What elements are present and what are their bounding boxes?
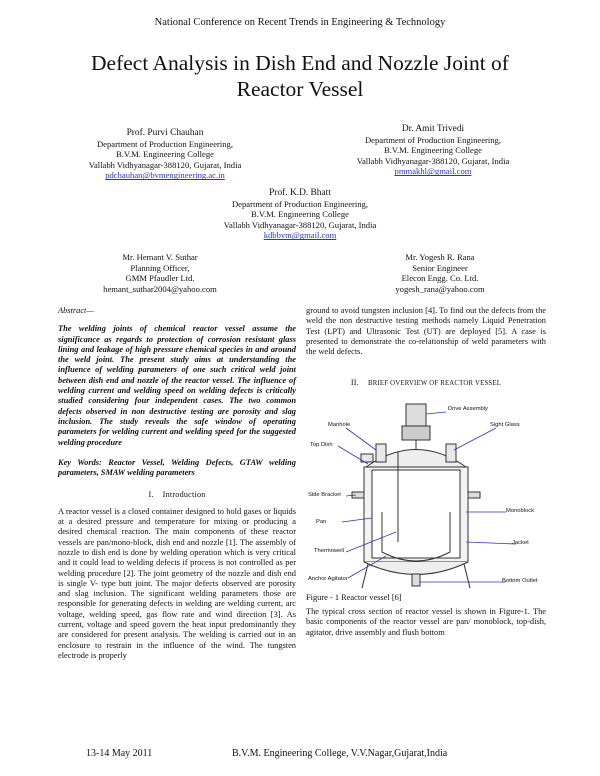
right-column <box>306 306 546 357</box>
author-email: hemant_suthar2004@yahoo.com <box>103 283 217 294</box>
footer-venue: B.V.M. Engineering College, V.V.Nagar,Gujarat,India <box>232 748 448 759</box>
inner-pan-shape <box>372 470 460 558</box>
label-bottom-outlet: Bottom Outlet <box>502 578 538 584</box>
label-side-bracket: Side Bracket <box>308 492 341 498</box>
label-jacket: Jacket <box>512 540 529 546</box>
label-pan: Pan <box>316 519 327 525</box>
author-name: Dr. Amit Trivedi <box>401 124 465 134</box>
label-thermowell: Thermowell <box>314 548 344 554</box>
right-para-1: ground to avoid tungsten inclusion [4]. To find out the defects from the weld the non destructive testing methods namely Liquid Penetration Test (LPT) and Ultrasonic Test (UT) are deployed [5]. A case is presented to demonstrate the co-relationship of weld parameters with the weld defects. <box>306 306 546 357</box>
footer-date: 13-14 May 2011 <box>86 748 153 759</box>
section-heading-overview <box>306 378 546 387</box>
conference-header: National Conference on Recent Trends in Engineering & Technology <box>154 17 446 28</box>
drive-gearbox-shape <box>402 426 430 440</box>
author-name: Mr. Yogesh R. Rana <box>405 252 475 262</box>
drive-motor-shape <box>406 404 426 426</box>
label-monoblock: Monoblock <box>506 508 535 514</box>
author-name: Prof. K.D. Bhatt <box>269 188 331 198</box>
label-anchor-agitator: Anchor Agitator <box>308 576 348 582</box>
right-para-2: The typical cross section of reactor vessel is shown in Figure-1. The basic components of the reactor vessel are pan/ monoblock, top-dish, agitator, drive assembly and flush bottom <box>306 607 546 637</box>
author-dept: Department of Production Engineering, <box>96 138 234 149</box>
left-column <box>58 306 296 661</box>
author-email-link[interactable]: pdchauhan@bvmengineering.ac.in <box>105 170 225 181</box>
paper-title <box>40 50 560 102</box>
label-top-dish: Top Dish <box>310 442 333 448</box>
author-role: Senior Engineer <box>412 262 468 273</box>
abstract-label: Abstract— <box>58 306 94 315</box>
keywords: Key Words: Reactor Vessel, Welding Defects, GTAW welding parameters, SMAW welding parameters <box>58 457 296 478</box>
figure-caption: Figure - 1 Reactor vessel [6] <box>306 593 402 602</box>
section-number: I. <box>148 490 154 500</box>
author-address: Vallabh Vidhyanagar-388120, Gujarat, India <box>88 159 242 170</box>
reactor-figure <box>306 392 546 592</box>
author-address: Vallabh Vidhyanagar-388120, Gujarat, India <box>356 155 510 166</box>
abstract <box>58 306 296 448</box>
author-dept: Department of Production Engineering, <box>231 198 369 209</box>
author-college: B.V.M. Engineering College <box>116 149 214 160</box>
bottom-dish-shape <box>364 562 468 575</box>
section-title: Introduction <box>162 490 206 500</box>
author-block-3 <box>185 188 415 241</box>
author-name: Prof. Purvi Chauhan <box>126 128 204 138</box>
side-bracket-shape <box>468 492 480 498</box>
author-college: B.V.M. Engineering College <box>384 145 482 156</box>
author-block-2 <box>318 124 548 177</box>
author-name: Mr. Hemant V. Suthar <box>122 252 198 262</box>
author-email-link[interactable]: kdbbvm@gmail.com <box>263 230 337 241</box>
author-block-1 <box>50 128 280 181</box>
label-manhole: Manhole <box>328 422 351 428</box>
nozzle-shape <box>446 444 456 462</box>
label-sight-glass: Sight Glass <box>490 422 520 428</box>
leg-shape <box>362 564 368 588</box>
nozzle-shape <box>376 444 386 462</box>
author-email-link[interactable]: pmmakhl@gmail.com <box>394 166 472 177</box>
title-line-2: Reactor Vessel <box>236 77 364 101</box>
section-heading-intro <box>58 490 296 500</box>
section-number: II. <box>350 378 359 387</box>
author-address: Vallabh Vidhyanagar-388120, Gujarat, India <box>223 219 377 230</box>
author-block-4 <box>60 252 260 294</box>
author-email: yogesh_rana@yahoo.com <box>395 283 485 294</box>
author-company: Elecon Engg. Co. Ltd. <box>401 273 479 284</box>
author-role: Planning Officer, <box>130 262 190 273</box>
author-dept: Department of Production Engineering, <box>364 134 502 145</box>
author-company: GMM Pfaudler Ltd. <box>125 273 195 284</box>
author-college: B.V.M. Engineering College <box>251 209 349 220</box>
intro-body: A reactor vessel is a closed container designed to hold gases or liquids at a desired pressure and temperature for mixing or producing a desired chemical reaction. The main components of these reactor vessels are pan/mono-block, dish end and nozzle [1]. The assembly of nozzle to dish end is done by welding operation which is very critical and it could lead to welding defects if process is not controlled as per welding procedure [2]. The joint geometry of the nozzle and dish end is single V- type butt joint. The major defects observed are porosity and slag inclusion. The significant welding parameters those are responsible for generating defects in welding are welding current, arc voltage, welding speed, gas flow rate and wind direction [3]. As current, voltage and speed govern the heat input predominantly they are considered for present analysis. The welding is carried out in an enclosure to restrain in the influence of the wind. The tungsten electrode is properly <box>58 506 296 660</box>
leg-shape <box>464 564 470 588</box>
bottom-outlet-shape <box>412 574 420 586</box>
title-line-1: Defect Analysis in Dish End and Nozzle Joint of <box>91 51 509 75</box>
author-block-5 <box>340 252 540 294</box>
label-drive-assembly: Drive Assembly <box>448 406 488 412</box>
abstract-text: The welding joints of chemical reactor vessel assume the significance as regards to protection of corrosion resistant glass lining and leakage of high pressure chemical species in and around the weld joint. The present study aims at understanding the influence of welding parameters of one such critical weld joint between dish end and nozzle of the reactor vessel. The influence of welding current and welding speed on welding defects is critically studied considering four independent cases. The two common defects observed in non destructive testing are porosity and slag inclusion. The study reveals the safe window of operating parameters for welding current and welding speed for the suggested welding procedure <box>58 324 296 447</box>
section-title: BRIEF OVERVIEW OF REACTOR VESSEL <box>367 380 502 387</box>
